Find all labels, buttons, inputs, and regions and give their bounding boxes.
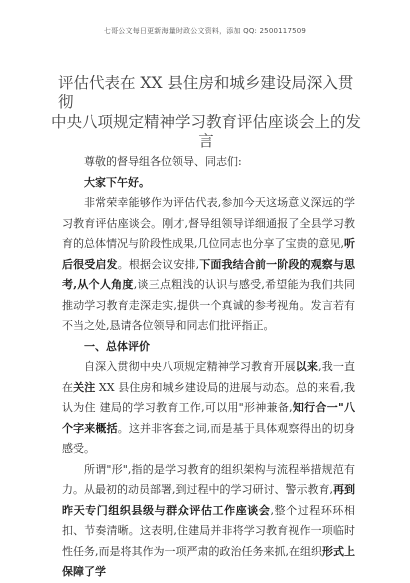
text-run: 所谓"形",指的是学习教育的组织架构与流程举措规范有力。从最初的动员部署,到过程中的学习研讨、警示教育, <box>62 462 355 496</box>
bold-text-run: 形式上保障了学 <box>62 544 355 578</box>
bold-text-run: 关注 <box>73 380 96 394</box>
paragraph-3 <box>62 460 355 583</box>
text-run: 。这并非客套之词,而是基于具体观察得出的切身感受。 <box>62 421 356 455</box>
section-heading-1: 一、总体评价 <box>84 339 150 353</box>
bold-text-run: 以来 <box>295 360 319 373</box>
title-line-1: 评估代表在 XX 县住房和城乡建设局深入贯彻 <box>58 74 354 111</box>
text-run: ,我一直在 <box>62 360 356 394</box>
greeting: 大家下午好。 <box>84 175 150 189</box>
text-run: XX 县住房和城乡建设局的进展与动态。总的来看,我认为住 建局的学习教育工作,可以用"形神兼备, <box>62 380 355 414</box>
text-run: 。根据会议安排, <box>117 257 200 271</box>
paragraph-1 <box>62 193 355 337</box>
text-run: ,整个过程环环相扣、节奏清晰。这表明,住建局并非将学习教育视作一项临时性任务,而是将其作为一项严肃的政治任务来抓,在组织 <box>62 503 356 558</box>
bold-text-run: 听后很受启发 <box>62 237 355 271</box>
bold-text-run: 再到昨天专门组织县级与群众评估工作座谈会 <box>62 483 355 517</box>
text-run: 非常荣幸能够作为评估代表,参加今天这场意义深远的学习教育评估座谈会。刚才,督导组领导详细通报了全县学习教育的总体情况与阶段性成果,几位同志也分享了宝贵的意见, <box>62 196 355 250</box>
salutation: 尊敬的督导组各位领导、同志们: <box>84 155 242 168</box>
document-body <box>62 152 355 583</box>
title-line-2: 中央八项规定精神学习教育评估座谈会上的发言 <box>50 113 361 150</box>
bold-text-run: 知行合一"八个字来概括 <box>62 401 355 435</box>
paragraph-2 <box>62 357 355 460</box>
text-run: ,谈三点粗浅的认识与感受,希望能为我们共同推动学习教育走深走实,提供一个真诚的参考视角。发言若有不当之处,恳请各位领导和同志们批评指正。 <box>62 278 355 332</box>
text-run: 自深入贯彻中央八项规定精神学习教育开展 <box>84 360 296 373</box>
bold-text-run: 下面我结合前一阶段的观察与思考,从个人角度 <box>62 257 356 291</box>
header-watermark: 七哥公文每日更新海量时政公文资料，添加 QQ: 2500117509 <box>103 27 307 35</box>
